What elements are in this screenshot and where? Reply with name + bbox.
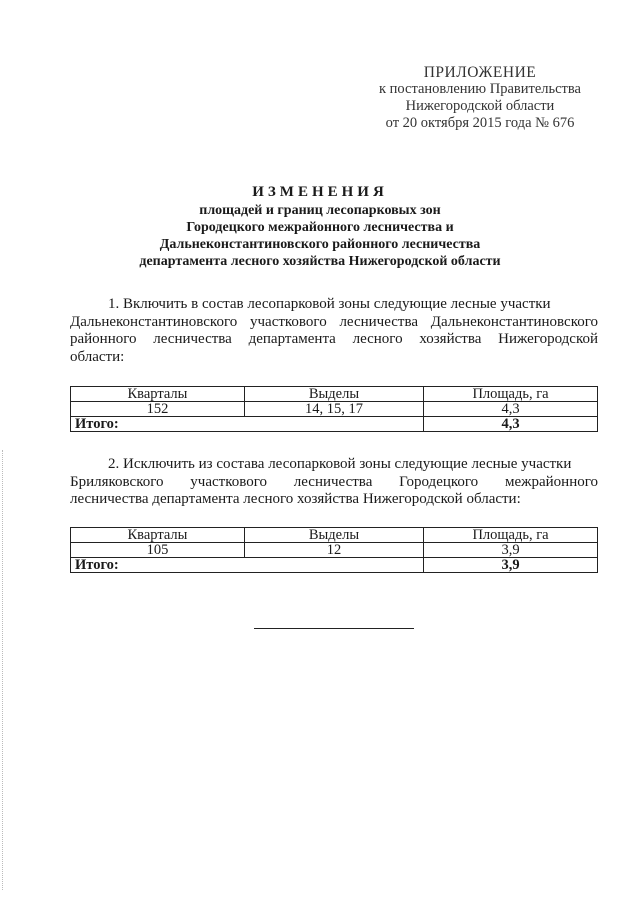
header-cell-area: Площадь, га — [424, 528, 598, 543]
document-title — [40, 184, 600, 270]
header-cell-quarters: Кварталы — [71, 528, 245, 543]
title-line: площадей и границ лесопарковых зон — [199, 203, 441, 218]
header-cell-quarters: Кварталы — [71, 387, 245, 402]
table-exclude — [70, 527, 598, 573]
table-total-row — [71, 417, 598, 432]
section-2-text — [70, 456, 598, 509]
cell-plots: 14, 15, 17 — [244, 402, 423, 417]
paragraph-line: лесничества департамента лесного хозяйства Нижегородской области: — [70, 491, 521, 507]
table-header-row — [71, 528, 598, 543]
table-row — [71, 543, 598, 558]
appendix-date-line: от 20 октября 2015 года № 676 — [385, 115, 575, 131]
total-value: 4,3 — [424, 417, 598, 432]
appendix-line: Нижегородской области — [405, 98, 555, 114]
appendix-line: к постановлению Правительства — [379, 81, 581, 97]
closing-divider — [254, 628, 414, 629]
table-header-row — [71, 387, 598, 402]
cell-plots: 12 — [244, 543, 423, 558]
paragraph-line: 1. Включить в состав лесопарковой зоны следующие лесные участки — [108, 296, 551, 312]
cell-quarter: 105 — [71, 543, 245, 558]
total-value: 3,9 — [424, 558, 598, 573]
paragraph-line: Бриляковского участкового лесничества Городецкого межрайонного — [70, 473, 598, 490]
scan-edge-mark — [2, 450, 4, 890]
title-line: Городецкого межрайонного лесничества и — [186, 220, 454, 235]
cell-area: 3,9 — [424, 543, 598, 558]
header-cell-area: Площадь, га — [424, 387, 598, 402]
section-1-text — [70, 296, 598, 366]
header-cell-plots: Выделы — [244, 387, 423, 402]
paragraph-line: 2. Исключить из состава лесопарковой зоны следующие лесные участки — [108, 456, 572, 472]
total-label: Итого: — [71, 417, 424, 432]
total-label: Итого: — [71, 558, 424, 573]
title-line: Дальнеконстантиновского районного лесничества — [159, 237, 481, 252]
title-word: ИЗМЕНЕНИЯ — [252, 184, 388, 200]
paragraph-line: районного лесничества департамента лесного хозяйства Нижегородской — [70, 331, 598, 347]
table-row — [71, 402, 598, 417]
paragraph-line: Дальнеконстантиновского участкового лесничества Дальнеконстантиновского — [70, 313, 598, 330]
appendix-title: ПРИЛОЖЕНИЕ — [423, 64, 537, 81]
cell-quarter: 152 — [71, 402, 245, 417]
cell-area: 4,3 — [424, 402, 598, 417]
table-total-row — [71, 558, 598, 573]
appendix-block — [360, 64, 600, 132]
title-line: департамента лесного хозяйства Нижегородской области — [139, 254, 501, 269]
table-include — [70, 386, 598, 432]
paragraph-line: области: — [70, 348, 125, 365]
header-cell-plots: Выделы — [244, 528, 423, 543]
